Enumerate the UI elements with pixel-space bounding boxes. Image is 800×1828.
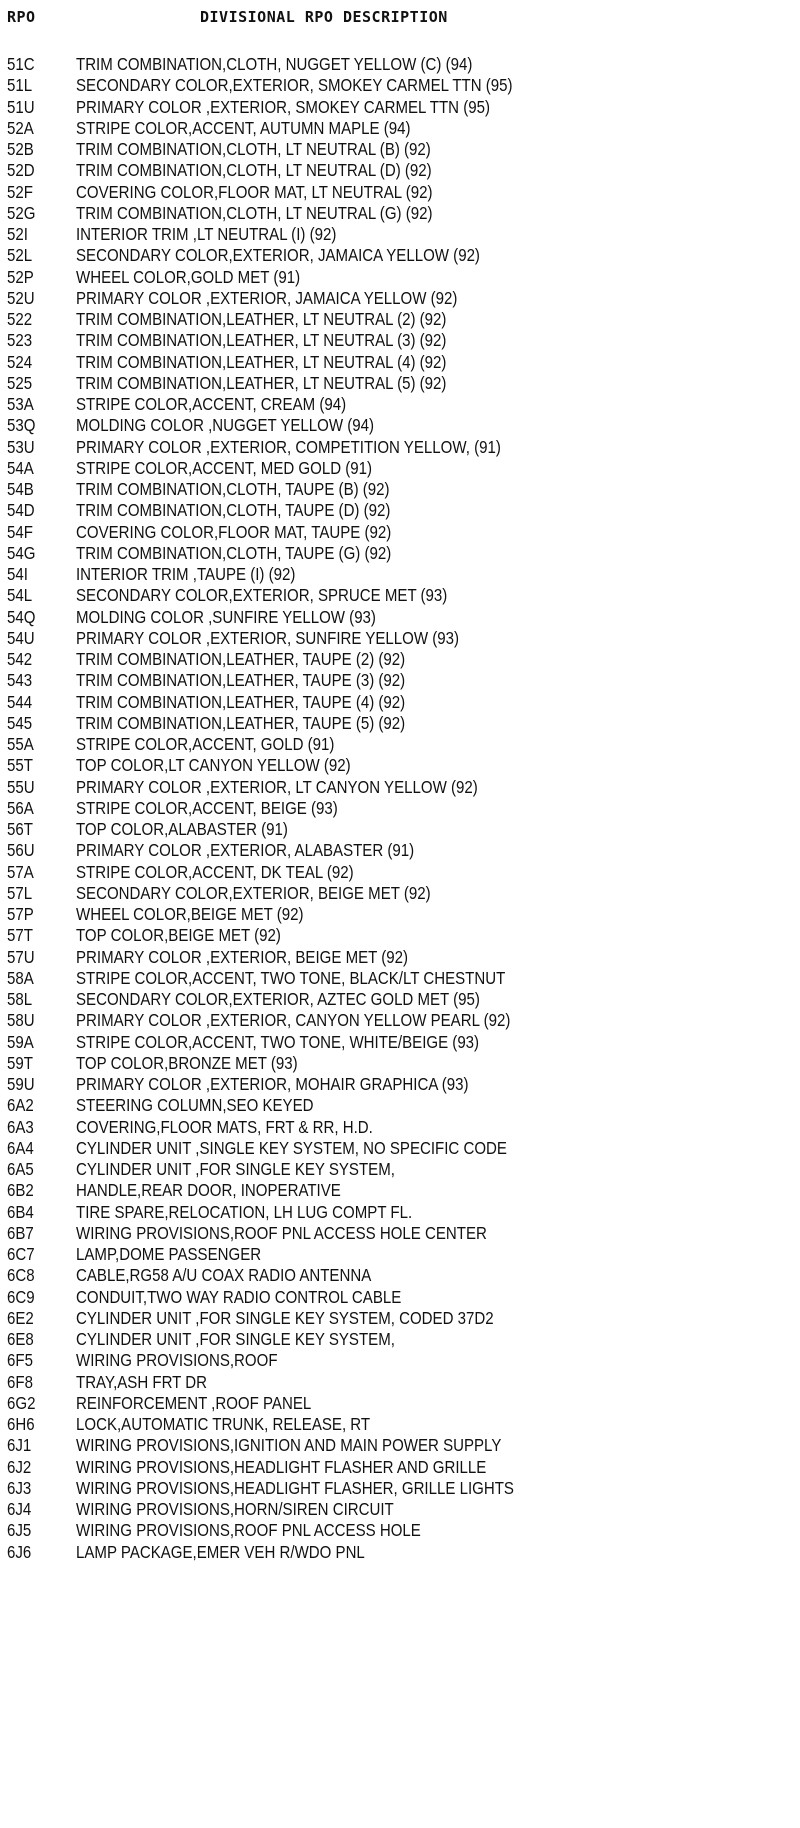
rpo-description: SECONDARY COLOR,EXTERIOR, AZTEC GOLD MET (95) [76,989,480,1009]
rpo-code: 6A4 [7,1137,34,1158]
list-item [7,267,797,288]
rpo-column-header: RPO [7,8,36,26]
rpo-code: 57P [7,904,34,924]
list-item [7,522,797,543]
rpo-description: TRIM COMBINATION,LEATHER, LT NEUTRAL (4) (92) [76,351,447,372]
list-item [7,840,797,861]
rpo-code: 545 [7,712,33,733]
rpo-description: TRIM COMBINATION,CLOTH, LT NEUTRAL (G) (92) [76,202,433,223]
list-item [7,1223,797,1244]
rpo-description: PRIMARY COLOR ,EXTERIOR, LT CANYON YELLOW (92) [76,776,478,797]
rpo-code: 54L [7,585,33,606]
rpo-description: TRIM COMBINATION,CLOTH, NUGGET YELLOW (C) (94) [76,54,473,74]
rpo-code: 57U [7,946,35,967]
rpo-code: 51U [7,96,35,117]
list-item [7,564,797,585]
rpo-code: 6B4 [7,1201,34,1222]
rpo-code: 6J3 [7,1477,32,1498]
rpo-code: 52F [7,181,33,202]
rpo-code: 523 [7,330,33,351]
rpo-description: SECONDARY COLOR,EXTERIOR, SPRUCE MET (93) [76,585,448,606]
rpo-code: 6A5 [7,1159,34,1179]
rpo-code: 543 [7,670,33,691]
list-item [7,1520,797,1541]
rpo-code: 56T [7,819,33,839]
rpo-code: 52B [7,139,34,159]
list-item [7,1287,797,1308]
list-item [7,819,797,840]
list-item [7,1499,797,1520]
rpo-description: TOP COLOR,BRONZE MET (93) [76,1052,298,1073]
rpo-description: PRIMARY COLOR ,EXTERIOR, ALABASTER (91) [76,840,415,861]
list-item [7,97,797,118]
rpo-description: HANDLE,REAR DOOR, INOPERATIVE [76,1180,341,1201]
rpo-code: 55U [7,776,35,797]
rpo-code: 6J6 [7,1541,32,1562]
rpo-code: 58U [7,1010,35,1031]
rpo-description: WHEEL COLOR,BEIGE MET (92) [76,904,304,924]
rpo-code: 54F [7,521,33,542]
rpo-code: 6C8 [7,1265,35,1286]
rpo-description: SECONDARY COLOR,EXTERIOR, SMOKEY CARMEL TTN (95) [76,75,513,96]
list-item [7,1350,797,1371]
rpo-code: 52L [7,245,33,266]
list-item [7,1329,797,1350]
rpo-description: WHEEL COLOR,GOLD MET (91) [76,266,301,287]
rpo-description: STRIPE COLOR,ACCENT, AUTUMN MAPLE (94) [76,117,411,138]
rpo-description: LAMP,DOME PASSENGER [76,1244,262,1264]
rpo-code: 55T [7,755,33,776]
rpo-code: 56U [7,840,35,861]
rpo-description: TRIM COMBINATION,LEATHER, LT NEUTRAL (5) (92) [76,372,447,393]
rpo-code: 542 [7,649,33,669]
list-item [7,394,797,415]
list-item [7,54,797,75]
list-item [7,692,797,713]
rpo-code: 58A [7,967,34,988]
list-item [7,458,797,479]
rpo-code: 53Q [7,415,36,436]
rpo-description: TRIM COMBINATION,CLOTH, LT NEUTRAL (B) (92) [76,139,431,159]
rpo-code: 6E8 [7,1329,34,1349]
rpo-code: 53U [7,436,35,457]
list-item [7,245,797,266]
list-item [7,755,797,776]
description-column-header: DIVISIONAL RPO DESCRIPTION [200,8,448,26]
rpo-code: 525 [7,372,33,393]
rpo-code: 6J5 [7,1520,32,1541]
rpo-list [7,54,797,1563]
rpo-description: TRIM COMBINATION,CLOTH, TAUPE (B) (92) [76,479,390,499]
rpo-description: LOCK,AUTOMATIC TRUNK, RELEASE, RT [76,1414,371,1434]
rpo-code: 54D [7,500,35,521]
rpo-code: 58L [7,989,33,1009]
rpo-code: 6J2 [7,1456,32,1477]
rpo-description: STRIPE COLOR,ACCENT, TWO TONE, WHITE/BEIGE (93) [76,1031,480,1052]
rpo-code: 51L [7,75,33,96]
rpo-description: TRIM COMBINATION,LEATHER, TAUPE (5) (92) [76,712,406,733]
rpo-description: SECONDARY COLOR,EXTERIOR, BEIGE MET (92) [76,882,431,903]
list-item [7,777,797,798]
rpo-description: TRIM COMBINATION,CLOTH, LT NEUTRAL (D) (92) [76,160,432,181]
list-item [7,437,797,458]
list-item [7,1032,797,1053]
list-item [7,1138,797,1159]
list-item [7,373,797,394]
list-item [7,1542,797,1563]
list-item [7,1010,797,1031]
rpo-code: 57T [7,925,33,946]
rpo-description: WIRING PROVISIONS,ROOF [76,1350,278,1371]
list-item [7,1244,797,1265]
rpo-code: 59A [7,1031,34,1052]
rpo-code: 6F5 [7,1350,33,1371]
list-item [7,1414,797,1435]
rpo-code: 6J4 [7,1499,32,1519]
list-item [7,798,797,819]
rpo-code: 524 [7,351,33,372]
list-item [7,1265,797,1286]
list-item [7,1478,797,1499]
list-item [7,330,797,351]
list-item [7,1202,797,1223]
rpo-code: 57A [7,861,34,882]
rpo-description: CYLINDER UNIT ,FOR SINGLE KEY SYSTEM, [76,1329,395,1349]
rpo-description: COVERING,FLOOR MATS, FRT & RR, H.D. [76,1116,373,1137]
rpo-description: MOLDING COLOR ,NUGGET YELLOW (94) [76,415,375,436]
rpo-code: 52U [7,287,35,308]
rpo-description: TRIM COMBINATION,LEATHER, TAUPE (4) (92) [76,691,406,712]
rpo-code: 6B7 [7,1222,34,1243]
list-item [7,1308,797,1329]
rpo-description: WIRING PROVISIONS,HEADLIGHT FLASHER, GRILLE LIGHTS [76,1477,514,1498]
rpo-description: COVERING COLOR,FLOOR MAT, LT NEUTRAL (92) [76,181,433,202]
list-item [7,649,797,670]
rpo-code: 6B2 [7,1180,34,1201]
rpo-description: CYLINDER UNIT ,FOR SINGLE KEY SYSTEM, [76,1159,395,1179]
list-item [7,947,797,968]
rpo-description: CONDUIT,TWO WAY RADIO CONTROL CABLE [76,1286,402,1307]
list-item [7,75,797,96]
rpo-description: CYLINDER UNIT ,FOR SINGLE KEY SYSTEM, CODED 37D2 [76,1307,494,1328]
rpo-description: TRIM COMBINATION,LEATHER, TAUPE (2) (92) [76,649,406,669]
rpo-code: 54A [7,457,34,478]
rpo-code: 54Q [7,606,36,627]
rpo-code: 6A2 [7,1095,34,1116]
rpo-description: CABLE,RG58 A/U COAX RADIO ANTENNA [76,1265,372,1286]
rpo-description: TOP COLOR,LT CANYON YELLOW (92) [76,755,351,776]
list-item [7,500,797,521]
rpo-code: 53A [7,394,34,414]
list-item [7,628,797,649]
rpo-description: STRIPE COLOR,ACCENT, GOLD (91) [76,734,335,754]
list-item [7,139,797,160]
rpo-code: 52P [7,266,34,287]
list-item [7,352,797,373]
rpo-description: INTERIOR TRIM ,LT NEUTRAL (I) (92) [76,224,337,244]
rpo-code: 52I [7,224,28,244]
rpo-description: PRIMARY COLOR ,EXTERIOR, CANYON YELLOW PEARL (92) [76,1010,511,1031]
rpo-description: PRIMARY COLOR ,EXTERIOR, BEIGE MET (92) [76,946,409,967]
list-item [7,585,797,606]
rpo-description: PRIMARY COLOR ,EXTERIOR, SMOKEY CARMEL TTN (95) [76,96,490,117]
rpo-description: STRIPE COLOR,ACCENT, BEIGE (93) [76,797,338,818]
list-item [7,1053,797,1074]
rpo-description: LAMP PACKAGE,EMER VEH R/WDO PNL [76,1541,365,1562]
list-item [7,1435,797,1456]
list-item [7,1457,797,1478]
rpo-description: WIRING PROVISIONS,HEADLIGHT FLASHER AND GRILLE [76,1456,487,1477]
rpo-description: STEERING COLUMN,SEO KEYED [76,1095,314,1116]
rpo-code: 54U [7,627,35,648]
list-item [7,1372,797,1393]
rpo-code: 52G [7,202,36,223]
list-item [7,734,797,755]
list-item [7,1393,797,1414]
rpo-code: 544 [7,691,33,712]
rpo-description: TRIM COMBINATION,LEATHER, LT NEUTRAL (2) (92) [76,309,447,329]
rpo-description: STRIPE COLOR,ACCENT, DK TEAL (92) [76,861,354,882]
rpo-description: PRIMARY COLOR ,EXTERIOR, JAMAICA YELLOW (92) [76,287,458,308]
list-item [7,883,797,904]
rpo-description: SECONDARY COLOR,EXTERIOR, JAMAICA YELLOW (92) [76,245,480,266]
rpo-code: 56A [7,797,34,818]
list-item [7,968,797,989]
list-item [7,713,797,734]
list-item [7,989,797,1010]
list-item [7,925,797,946]
rpo-code: 54G [7,542,36,563]
rpo-code: 6H6 [7,1414,35,1434]
rpo-code: 6J1 [7,1435,32,1456]
rpo-code: 54B [7,479,34,499]
list-item [7,309,797,330]
rpo-code: 59T [7,1052,33,1073]
list-item [7,670,797,691]
list-item [7,607,797,628]
rpo-description: TRIM COMBINATION,LEATHER, LT NEUTRAL (3) (92) [76,330,447,351]
list-item [7,1159,797,1180]
rpo-description: TRIM COMBINATION,CLOTH, TAUPE (D) (92) [76,500,391,521]
rpo-code: 522 [7,309,33,329]
rpo-code: 55A [7,734,34,754]
list-item [7,1180,797,1201]
rpo-description: REINFORCEMENT ,ROOF PANEL [76,1392,312,1413]
rpo-code: 6E2 [7,1307,34,1328]
rpo-description: MOLDING COLOR ,SUNFIRE YELLOW (93) [76,606,376,627]
rpo-description: TRIM COMBINATION,CLOTH, TAUPE (G) (92) [76,542,392,563]
rpo-description: TIRE SPARE,RELOCATION, LH LUG COMPT FL. [76,1201,413,1222]
rpo-description: STRIPE COLOR,ACCENT, TWO TONE, BLACK/LT CHESTNUT [76,967,506,988]
rpo-code: 57L [7,882,33,903]
list-item [7,118,797,139]
rpo-description: STRIPE COLOR,ACCENT, MED GOLD (91) [76,457,373,478]
rpo-code: 52D [7,160,35,181]
list-item [7,1095,797,1116]
rpo-description: CYLINDER UNIT ,SINGLE KEY SYSTEM, NO SPECIFIC CODE [76,1137,507,1158]
rpo-description: TOP COLOR,ALABASTER (91) [76,819,288,839]
list-item [7,479,797,500]
list-item [7,203,797,224]
table-header [7,8,787,38]
rpo-description: TRIM COMBINATION,LEATHER, TAUPE (3) (92) [76,670,406,691]
list-item [7,1074,797,1095]
rpo-code: 6F8 [7,1371,33,1392]
rpo-code: 59U [7,1074,35,1094]
list-item [7,862,797,883]
rpo-description: COVERING COLOR,FLOOR MAT, TAUPE (92) [76,521,392,542]
rpo-code: 6C9 [7,1286,35,1307]
rpo-code: 51C [7,54,35,74]
list-item [7,224,797,245]
rpo-description: INTERIOR TRIM ,TAUPE (I) (92) [76,564,296,584]
rpo-code: 54I [7,564,28,584]
list-item [7,415,797,436]
rpo-code: 52A [7,117,34,138]
list-item [7,160,797,181]
list-item [7,182,797,203]
rpo-description: STRIPE COLOR,ACCENT, CREAM (94) [76,394,347,414]
list-item [7,1117,797,1138]
rpo-code: 6A3 [7,1116,34,1137]
rpo-description: PRIMARY COLOR ,EXTERIOR, COMPETITION YELLOW, (91) [76,436,501,457]
list-item [7,543,797,564]
rpo-code: 6C7 [7,1244,35,1264]
rpo-description: TRAY,ASH FRT DR [76,1371,208,1392]
rpo-description: WIRING PROVISIONS,ROOF PNL ACCESS HOLE [76,1520,421,1541]
rpo-description: WIRING PROVISIONS,IGNITION AND MAIN POWER SUPPLY [76,1435,502,1456]
rpo-description: WIRING PROVISIONS,HORN/SIREN CIRCUIT [76,1499,394,1519]
rpo-description: PRIMARY COLOR ,EXTERIOR, SUNFIRE YELLOW (93) [76,627,460,648]
rpo-code: 6G2 [7,1392,36,1413]
rpo-description: TOP COLOR,BEIGE MET (92) [76,925,281,946]
rpo-description: WIRING PROVISIONS,ROOF PNL ACCESS HOLE CENTER [76,1222,487,1243]
list-item [7,904,797,925]
rpo-description: PRIMARY COLOR ,EXTERIOR, MOHAIR GRAPHICA (93) [76,1074,469,1094]
list-item [7,288,797,309]
